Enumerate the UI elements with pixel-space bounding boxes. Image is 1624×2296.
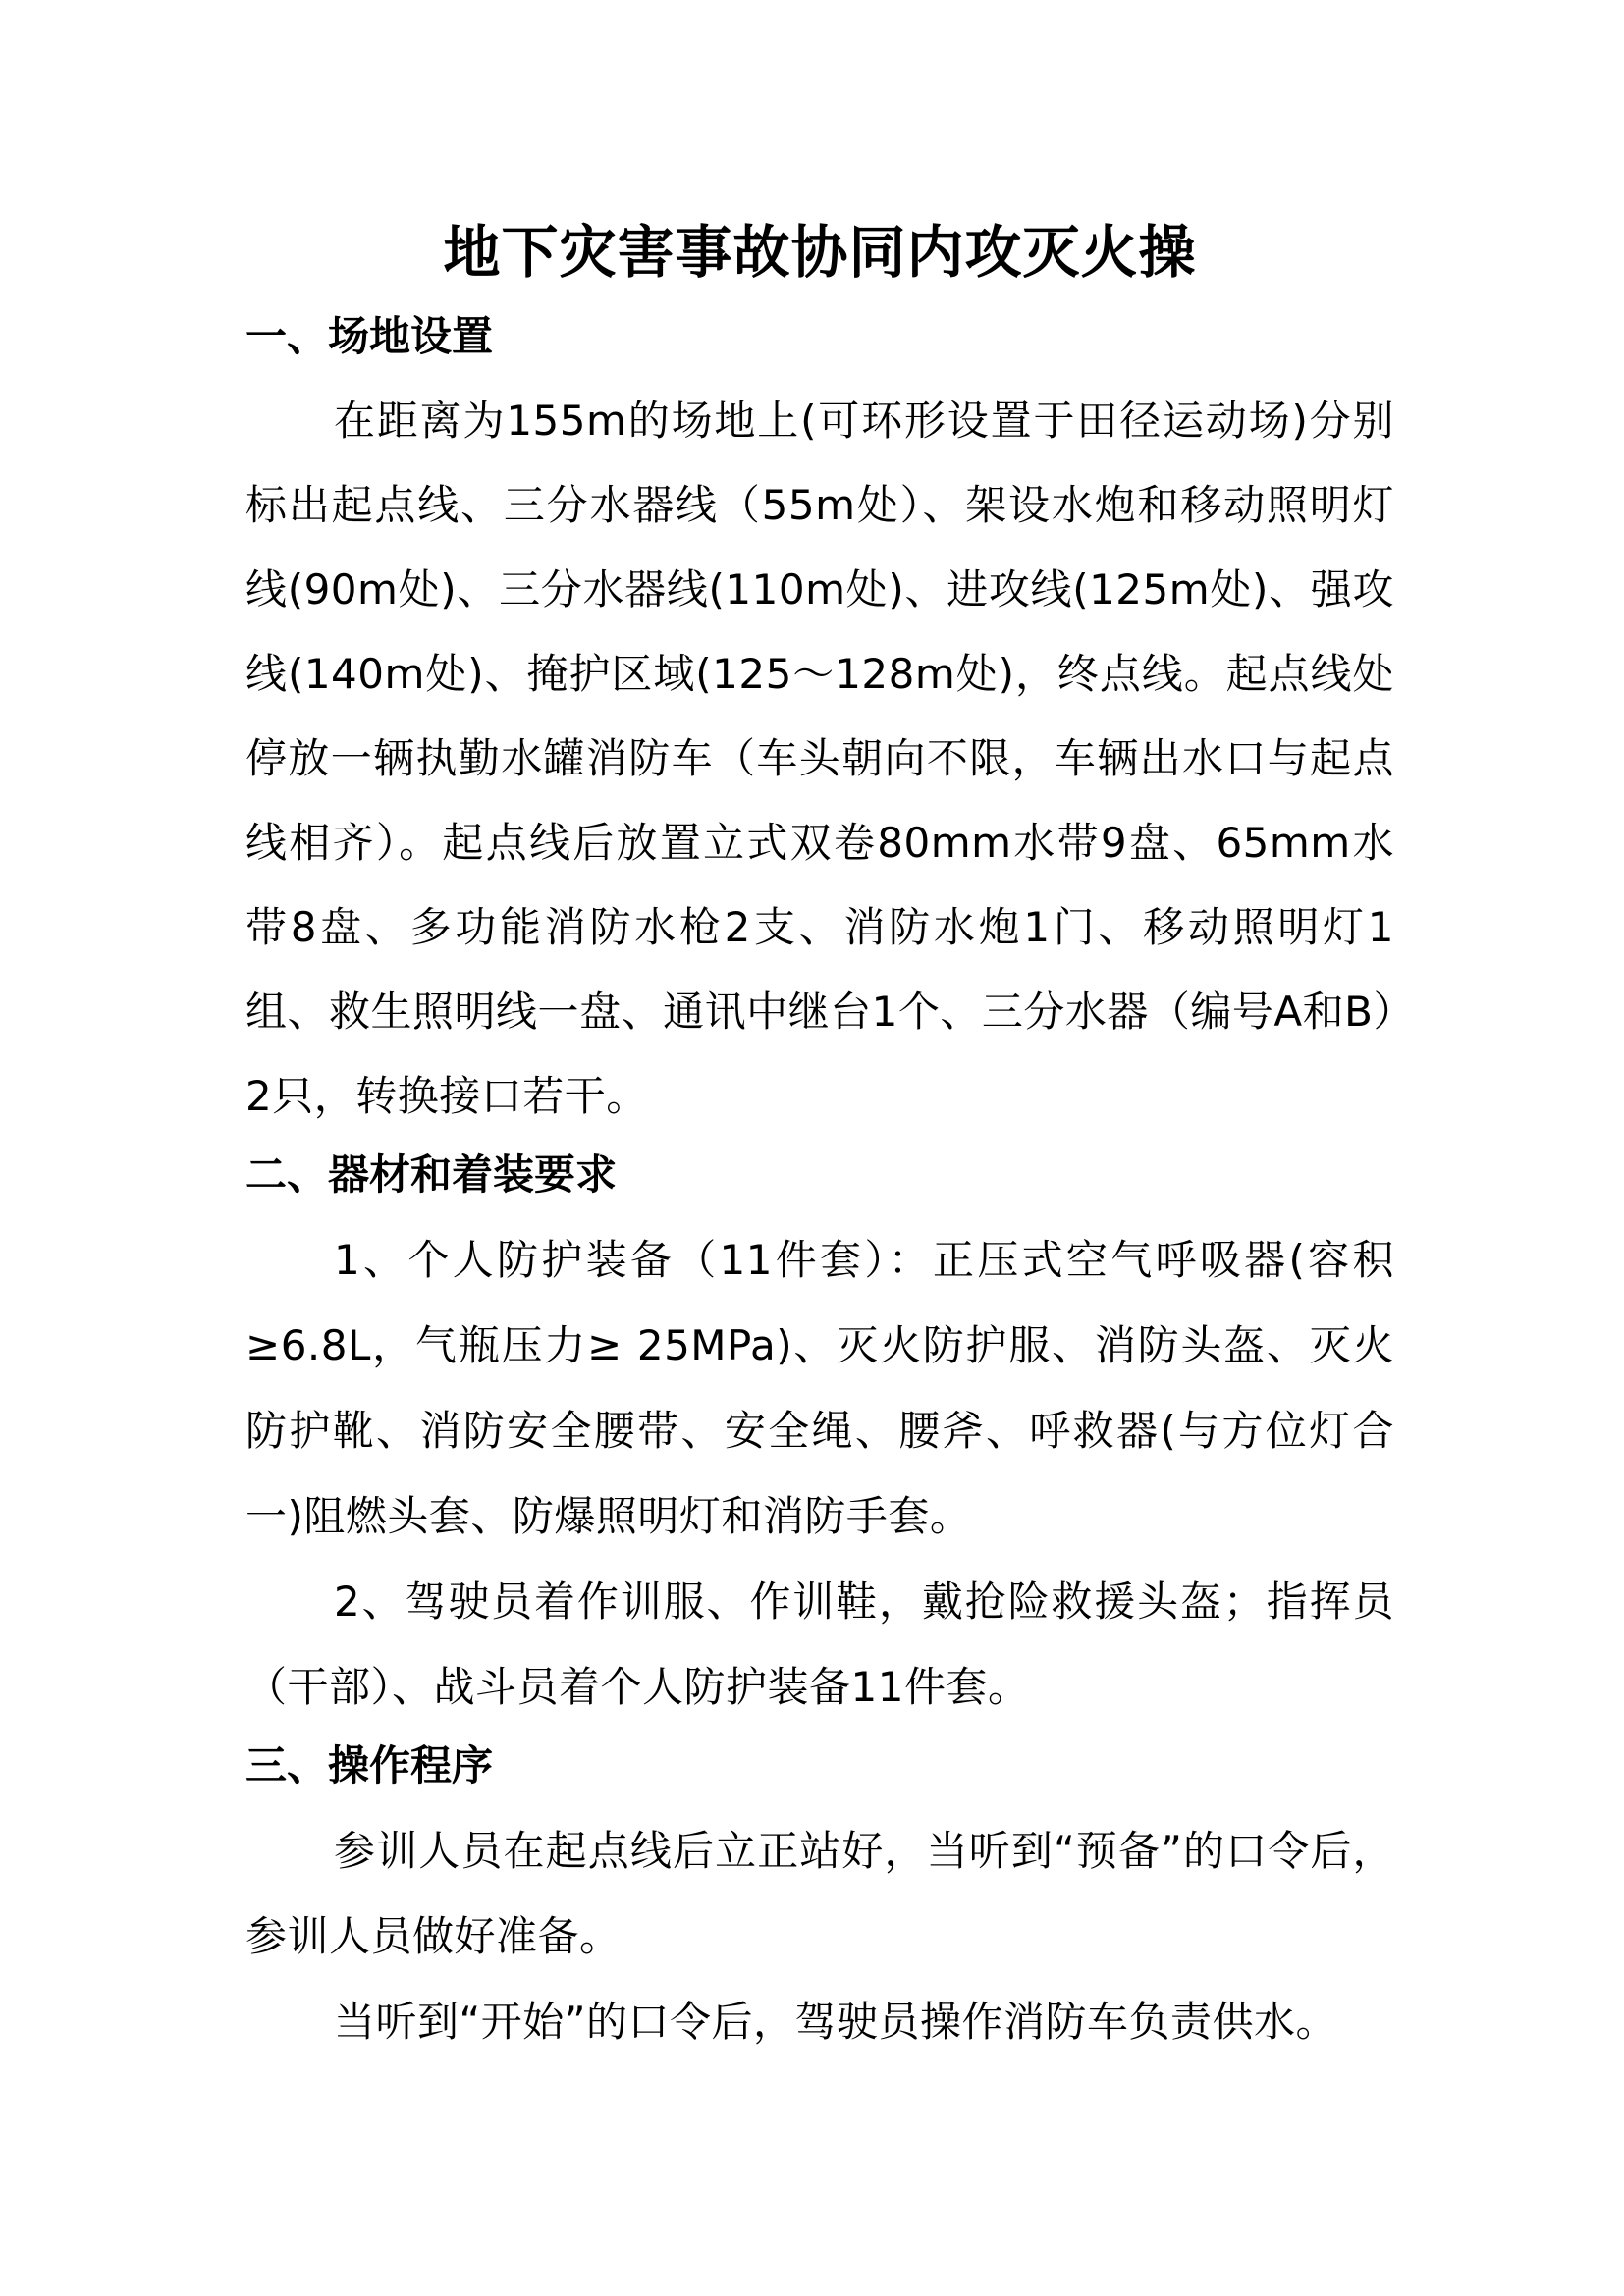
section-paragraph: 参训人员在起点线后立正站好，当听到“预备”的口令后，参训人员做好准备。 <box>245 1827 1394 1960</box>
section-heading: 二、器材和着装要求 <box>245 1150 618 1199</box>
section-paragraph: 2、驾驶员着作训服、作训鞋，戴抢险救援头盔；指挥员（干部）、战斗员着个人防护装备11件套。 <box>245 1577 1394 1711</box>
document-title: 地下灾害事故协同内攻灭火操 <box>443 219 1197 286</box>
section-paragraph: 1、个人防护装备（11件套）：正压式空气呼吸器(容积≥6.8L，气瓶压力≥ 25MPa)、灭火防护服、消防头盔、灭火防护靴、消防安全腰带、安全绳、腰斧、呼救器(与方位灯合一)阻燃头套、防爆照明灯和消防手套。 <box>245 1236 1394 1540</box>
section-heading: 三、操作程序 <box>245 1741 494 1789</box>
section-paragraph: 当听到“开始”的口令后，驾驶员操作消防车负责供水。 <box>334 1998 1338 2046</box>
section-paragraph: 在距离为155m的场地上(可环形设置于田径运动场)分别标出起点线、三分水器线（55m处）、架设水炮和移动照明灯线(90m处)、三分水器线(110m处)、进攻线(125m处)、强攻线(140m处)、掩护区域(125～128m处)，终点线。起点线处停放一辆执勤水罐消防车（车头朝向不限，车辆出水口与起点线相齐）。起点线后放置立式双卷80mm水带9盘、65mm水带8盘、多功能消防水枪2支、消防水炮1门、移动照明灯1组、救生照明线一盘、通讯中继台1个、三分水器（编号A和B）2只，转换接口若干。 <box>245 397 1394 1120</box>
section-procedure <box>245 1735 1394 2064</box>
section-site-setup <box>245 306 1394 1139</box>
document-body <box>245 208 1394 2064</box>
section-heading: 一、场地设置 <box>245 312 494 360</box>
section-equipment <box>245 1145 1394 1730</box>
